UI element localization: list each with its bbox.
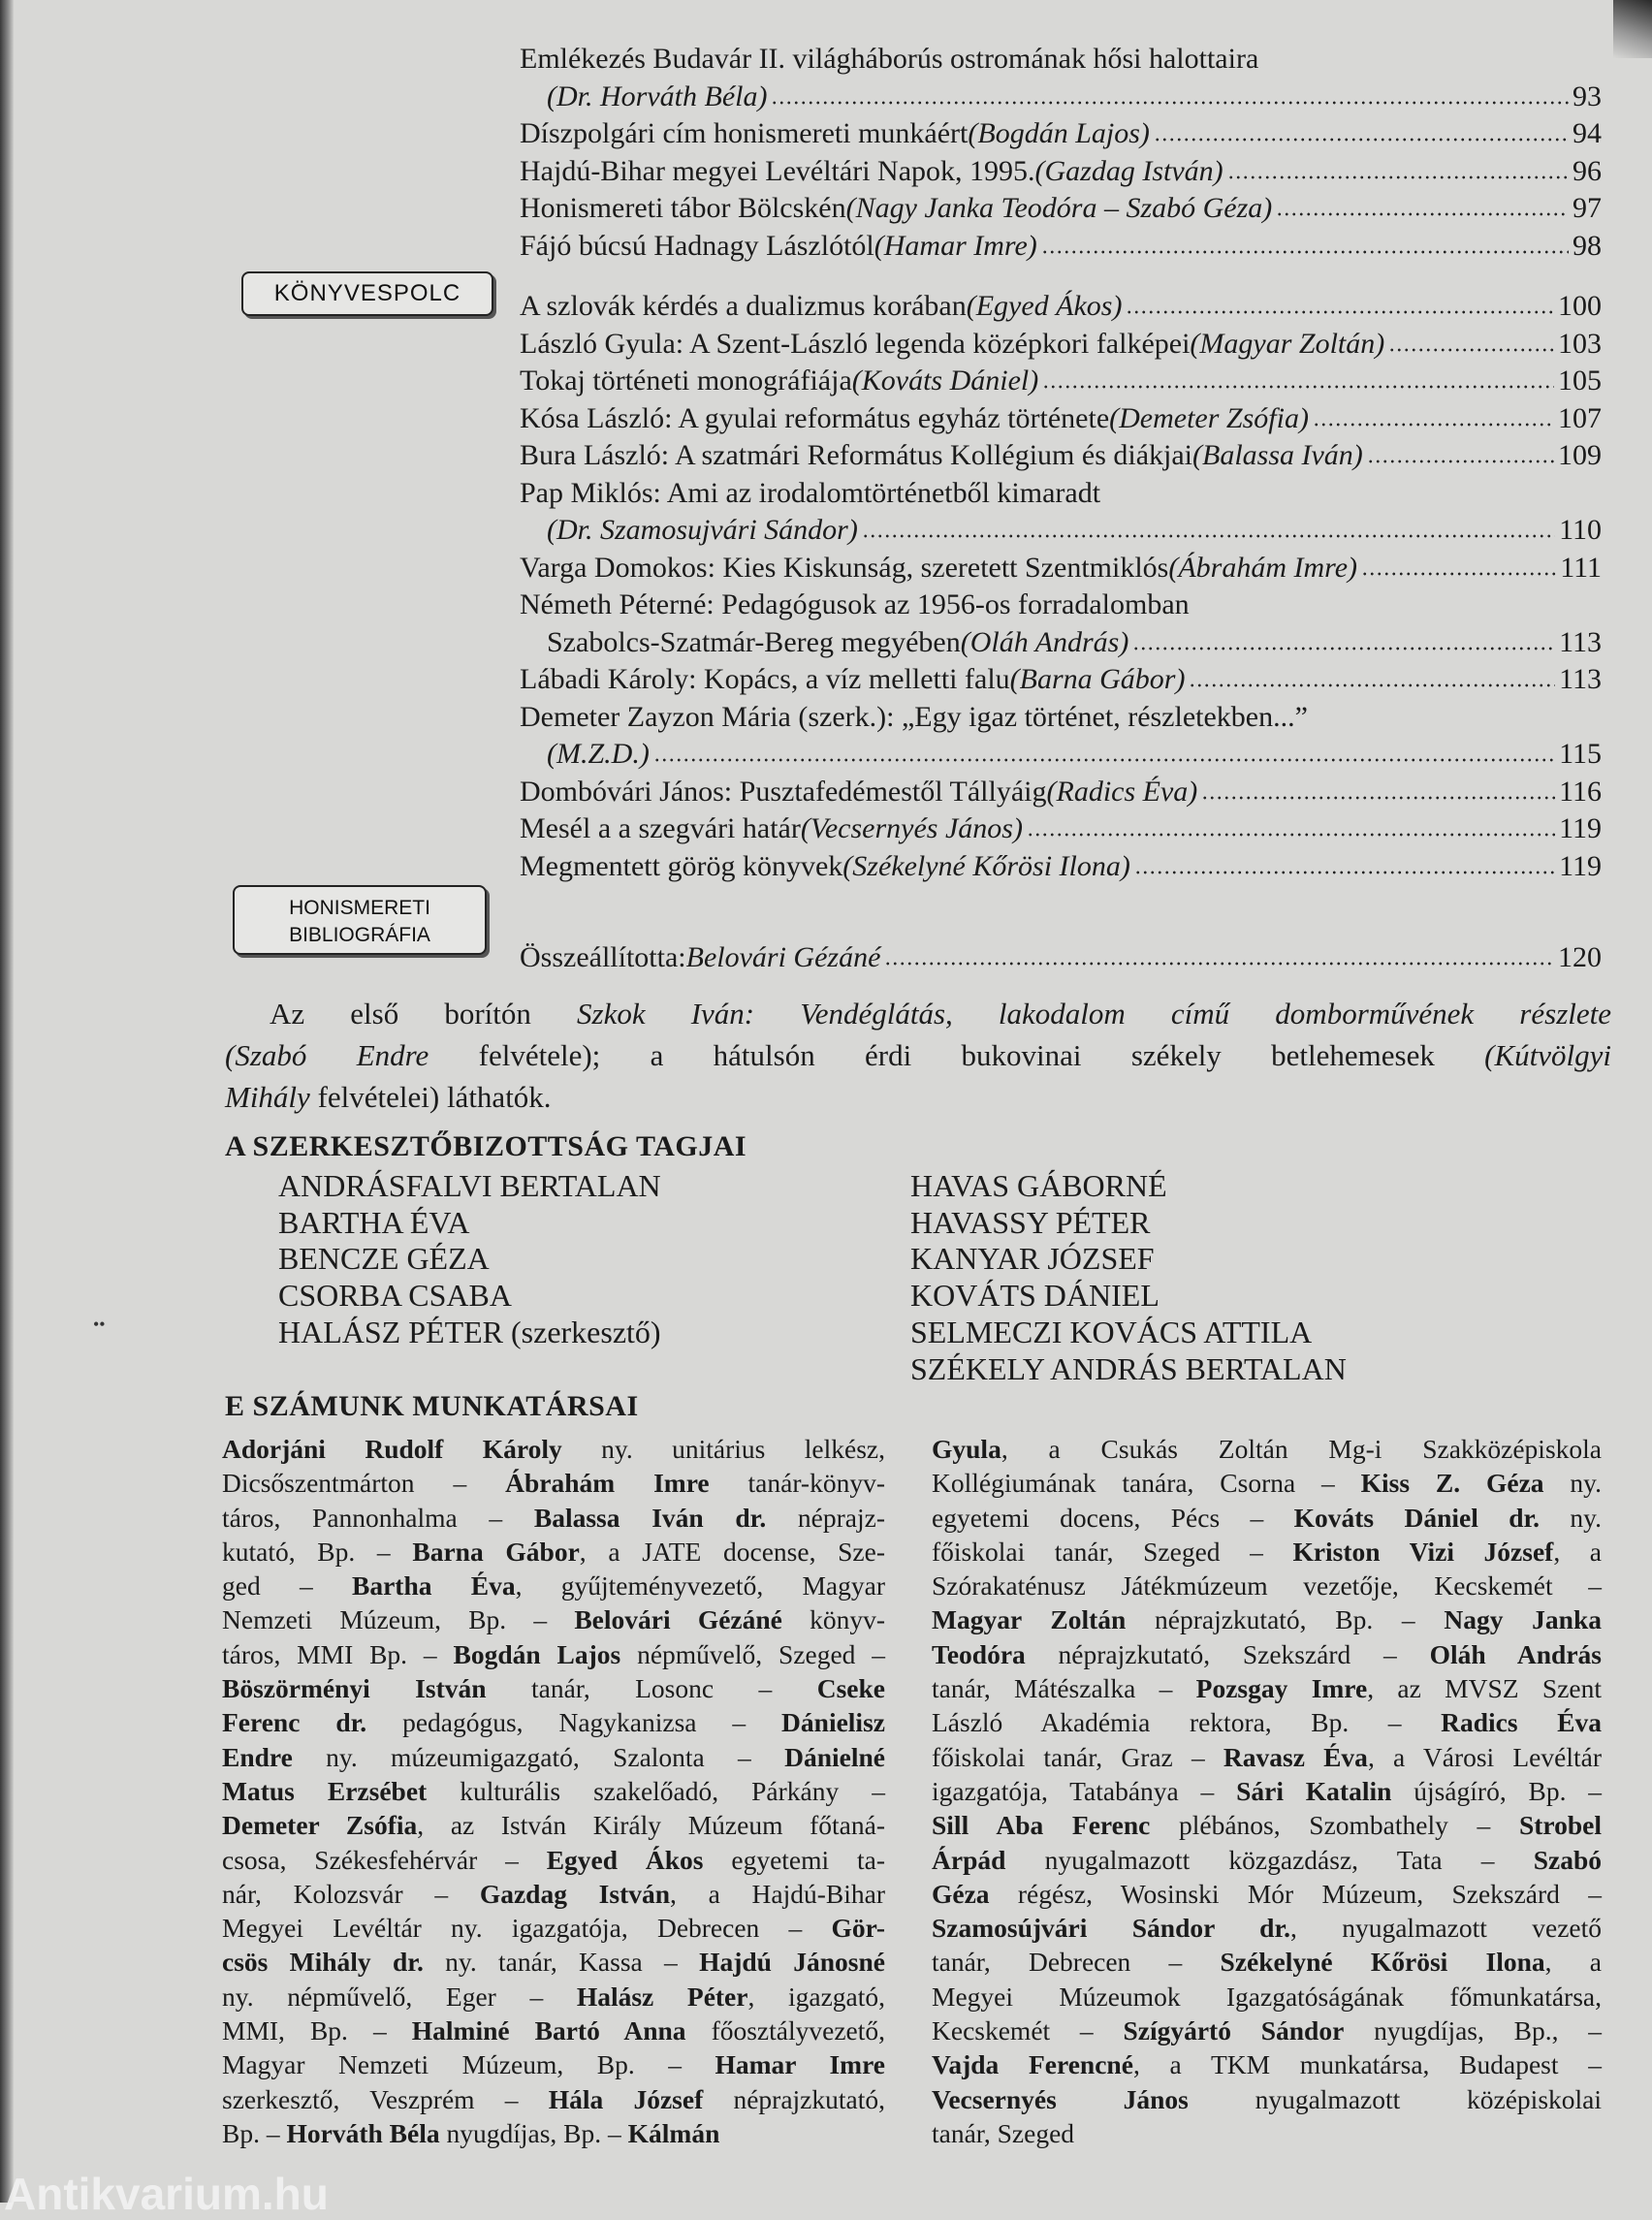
print-speck: •• xyxy=(93,1315,106,1334)
toc-entry-title: Mesél a a szegvári határ xyxy=(520,812,801,844)
toc-entry-page: 113 xyxy=(1559,663,1602,695)
contributor-line xyxy=(222,1466,885,1500)
contributor-description: táros, Pannonhalma – xyxy=(222,1502,534,1533)
italic-text: (Szabó Endre xyxy=(225,1038,429,1072)
table-of-contents xyxy=(520,41,1602,977)
contributor-description: kutató, Bp. – xyxy=(222,1536,413,1567)
toc-entry-author: (M.Z.D.) xyxy=(547,738,650,770)
page-binding-edge xyxy=(0,0,14,2203)
toc-entry[interactable] xyxy=(520,115,1602,153)
contributor-line xyxy=(932,1501,1602,1535)
contributor-line xyxy=(222,1432,885,1466)
toc-entry-page: 110 xyxy=(1559,514,1602,546)
contributor-line xyxy=(932,1911,1602,1945)
toc-entry-title: Demeter Zayzon Mária (szerk.): „Egy igaz történet, részletekben...” xyxy=(520,700,1308,733)
contributor-line xyxy=(222,1535,885,1569)
contributor-description: Szórakaténusz Játékmúzeum vezetője, Kecskemét – xyxy=(932,1570,1602,1602)
contributor-line xyxy=(222,1637,885,1671)
text: Az első borítón xyxy=(270,997,578,1031)
contributor-name: Dánielné xyxy=(784,1741,885,1772)
contributor-line xyxy=(222,2014,885,2047)
contributor-description: Bp. – xyxy=(222,2117,287,2148)
contributor-description: , a xyxy=(1544,1947,1602,1978)
toc-entry-page: 94 xyxy=(1573,117,1602,149)
contributor-description: MMI, Bp. – xyxy=(222,2015,412,2046)
contributor-description: Magyar Nemzeti Múzeum, Bp. – xyxy=(222,2049,715,2080)
toc-entry[interactable] xyxy=(520,190,1602,228)
board-member: SZÉKELY ANDRÁS BERTALAN xyxy=(910,1350,1347,1386)
toc-entry-page: 98 xyxy=(1573,229,1602,262)
board-member: HAVASSY PÉTER xyxy=(910,1204,1151,1240)
contributor-description: , nyugalmazott vezető xyxy=(1290,1913,1602,1944)
contributor-description: Dicsőszentmárton – xyxy=(222,1468,506,1499)
contributor-description: , a Hajdú-Bihar xyxy=(670,1878,885,1909)
contributor-name: Árpád xyxy=(932,1844,1006,1875)
contributor-name: Kiss Z. Géza xyxy=(1360,1468,1544,1499)
toc-entry-page: 111 xyxy=(1560,551,1602,584)
contributor-description: nyugalmazott középiskolai xyxy=(1188,2083,1603,2114)
dot-leader xyxy=(1189,682,1555,688)
toc-entry-title: Tokaj történeti monográfiája xyxy=(520,365,852,396)
contributor-name: Sill Aba Ferenc xyxy=(932,1810,1151,1841)
contributor-description: tanár, Szeged xyxy=(932,2117,1075,2148)
contributor-description: főosztályvezető, xyxy=(685,2015,885,2046)
contributor-name: Ferenc dr. xyxy=(222,1707,367,1738)
contributor-description: ny. unitárius lelkész, xyxy=(561,1434,885,1464)
toc-entry-title: Fájó búcsú Hadnagy Lászlótól xyxy=(520,229,874,262)
contributor-line xyxy=(222,1705,885,1739)
contributor-name: Ravasz Éva xyxy=(1223,1741,1368,1772)
contributor-line xyxy=(222,1980,885,2014)
contributor-description: táros, MMI Bp. – xyxy=(222,1638,454,1669)
contributor-description: plébános, Szombathely – xyxy=(1150,1810,1519,1841)
contributor-description: néprajzkutató, xyxy=(703,2083,885,2114)
watermark: Antikvarium.hu xyxy=(4,2169,329,2219)
toc-entry-page: 97 xyxy=(1573,192,1602,224)
contributor-description: ny. xyxy=(1543,1468,1602,1499)
contributor-line xyxy=(932,1945,1602,1979)
contributor-description: ny. népművelő, Eger – xyxy=(222,1981,577,2012)
contributor-name: Belovári Gézáné xyxy=(574,1604,782,1635)
contributor-name: Nagy Janka xyxy=(1444,1604,1603,1635)
contributor-line xyxy=(932,2116,1602,2150)
contributor-description: újságíró, Bp. – xyxy=(1391,1775,1602,1806)
contributor-line xyxy=(932,1980,1602,2014)
contributor-description: igazgatója, Tatabánya – xyxy=(932,1775,1237,1806)
toc-entry-title: Hajdú-Bihar megyei Levéltári Napok, 1995. xyxy=(520,154,1035,187)
contributor-line xyxy=(932,1877,1602,1911)
toc-entry[interactable] xyxy=(520,512,1602,550)
contributors-column-right xyxy=(932,1432,1602,2150)
contributor-name: Gör- xyxy=(831,1913,885,1944)
contributors-heading: E SZÁMUNK MUNKATÁRSAI xyxy=(225,1390,639,1422)
contributor-description: népművelő, Szeged – xyxy=(620,1638,885,1669)
contributor-name: Demeter Zsófia xyxy=(222,1810,418,1841)
toc-entry-title: Díszpolgári cím honismereti munkáért xyxy=(520,117,969,149)
contributor-line xyxy=(932,2047,1602,2081)
contributor-description: néprajz- xyxy=(766,1502,886,1533)
contributor-name: Matus Erzsébet xyxy=(222,1775,428,1806)
board-member: SELMECZI KOVÁCS ATTILA xyxy=(910,1314,1313,1349)
text: felvétele); a hátulsón érdi bukovinai székely betlehemesek xyxy=(429,1038,1485,1072)
italic-text: Mihály xyxy=(225,1080,310,1114)
contributor-line xyxy=(222,1740,885,1774)
contributor-line xyxy=(932,1740,1602,1774)
dot-leader xyxy=(1027,832,1555,838)
contributor-name: Cseke xyxy=(816,1673,885,1704)
toc-entry[interactable] xyxy=(520,363,1602,400)
contributor-name: Oláh András xyxy=(1429,1638,1602,1669)
contributor-name: Sári Katalin xyxy=(1236,1775,1392,1806)
dot-leader xyxy=(1276,211,1569,217)
toc-entry[interactable] xyxy=(520,228,1602,266)
contributor-name: Barna Gábor xyxy=(412,1536,580,1567)
contributor-description: , a xyxy=(1553,1536,1602,1567)
board-member: CSORBA CSABA xyxy=(278,1278,512,1314)
toc-entry-author: (Nagy Janka Teodóra – Szabó Géza) xyxy=(845,192,1273,224)
toc-entry-title: Honismereti tábor Bölcskén xyxy=(520,192,846,224)
contributor-name: Hála József xyxy=(548,2083,704,2114)
toc-entry-page: 109 xyxy=(1558,439,1602,471)
dot-leader xyxy=(771,100,1569,106)
contributor-description: , az MVSZ Szent xyxy=(1367,1673,1602,1704)
contributor-description: , az István Király Múzeum főtaná- xyxy=(417,1810,885,1841)
section-label-text: HONISMERETI xyxy=(289,897,430,919)
contributor-description: László Akadémia rektora, Bp. – xyxy=(932,1707,1442,1738)
italic-text: Szkok Iván: Vendéglátás, lakodalom című domborművének részlete xyxy=(577,997,1612,1031)
contributor-description: , gyűjteményvezető, Magyar xyxy=(515,1570,885,1602)
contributor-description: néprajzkutató, Bp. – xyxy=(1126,1604,1445,1635)
toc-entry-author: (Barna Gábor) xyxy=(1009,663,1186,695)
contributor-line xyxy=(222,1602,885,1636)
contributor-description: főiskolai tanár, Graz – xyxy=(932,1741,1223,1772)
contributor-name: Halász Péter xyxy=(576,1981,748,2012)
dot-leader xyxy=(1201,795,1555,801)
contributor-line xyxy=(932,2014,1602,2047)
toc-entry-title: Dombóvári János: Pusztafedémestől Tállyáig xyxy=(520,775,1047,808)
contributor-description: ny. tanár, Kassa – xyxy=(423,1947,700,1978)
contributor-description: kulturális szakelőadó, Párkány – xyxy=(427,1775,885,1806)
contributor-description: , a Városi Levéltár xyxy=(1367,1741,1602,1772)
contributor-line xyxy=(932,1432,1602,1466)
contributor-description: nár, Kolozsvár – xyxy=(222,1878,480,1909)
contributor-description: könyv- xyxy=(781,1604,885,1635)
contributor-name: Endre xyxy=(222,1741,293,1772)
contributor-name: Bartha Éva xyxy=(351,1570,516,1602)
contributor-name: Kováts Dániel dr. xyxy=(1293,1502,1541,1533)
toc-entry-page: 96 xyxy=(1573,154,1602,187)
contributor-description: főiskolai tanár, Szeged – xyxy=(932,1536,1293,1567)
toc-entry[interactable] xyxy=(520,41,1602,79)
contributor-description: , igazgató, xyxy=(747,1981,885,2012)
contributor-description: nyugalmazott közgazdász, Tata – xyxy=(1005,1844,1534,1875)
contributor-description: Megyei Levéltár ny. igazgatója, Debrecen – xyxy=(222,1913,832,1944)
toc-entry[interactable] xyxy=(520,810,1602,848)
contributor-description: , a Csukás Zoltán Mg-i Szakközépiskola xyxy=(1001,1434,1602,1464)
contributor-description: egyetemi ta- xyxy=(703,1844,886,1875)
contributor-line xyxy=(932,1602,1602,1636)
toc-entry[interactable] xyxy=(520,661,1602,699)
contributor-line xyxy=(222,1774,885,1808)
toc-entry-author: (Dr. Szamosujvári Sándor) xyxy=(547,514,858,546)
contributor-description: Nemzeti Múzeum, Bp. – xyxy=(222,1604,575,1635)
toc-entry[interactable] xyxy=(520,774,1602,811)
toc-entry-page: 116 xyxy=(1559,775,1602,808)
toc-entry-page: 115 xyxy=(1559,738,1602,770)
toc-entry-title: Lábadi Károly: Kopács, a víz melletti falu xyxy=(520,663,1010,695)
toc-entry[interactable] xyxy=(520,475,1602,513)
toc-entry-author: (Egyed Ákos) xyxy=(966,290,1123,322)
contributor-name: Pozsgay Imre xyxy=(1195,1673,1368,1704)
toc-entry-author: (Demeter Zsófia) xyxy=(1109,401,1309,434)
toc-entry-author: (Magyar Zoltán) xyxy=(1190,327,1385,360)
dot-leader xyxy=(1313,422,1554,428)
italic-text: (Kútvölgyi xyxy=(1484,1038,1612,1072)
contributor-description: Megyei Múzeumok Igazgatóságának főmunkatársa, xyxy=(932,1981,1602,2012)
contributor-line xyxy=(222,1945,885,1979)
paragraph-line xyxy=(225,993,1611,1034)
contributor-description: tanár, Mátészalka – xyxy=(932,1673,1196,1704)
contributor-name: Adorjáni Rudolf Károly xyxy=(222,1434,562,1464)
toc-entry[interactable] xyxy=(520,699,1602,737)
toc-entry-title: A szlovák kérdés a dualizmus korában xyxy=(520,290,967,322)
dot-leader xyxy=(1367,459,1554,464)
toc-entry-author: (Bogdán Lajos) xyxy=(968,117,1150,149)
contributor-name: Gazdag István xyxy=(479,1878,671,1909)
dot-leader xyxy=(1126,309,1554,315)
contributor-description: nyugdíjas, Bp. – xyxy=(439,2117,628,2148)
toc-entry-author: (Gazdag István) xyxy=(1034,154,1223,187)
toc-entry-author: (Radics Éva) xyxy=(1046,775,1198,808)
toc-entry[interactable] xyxy=(520,939,1602,977)
contributor-name: Hamar Imre xyxy=(715,2049,885,2080)
toc-entry-page: 119 xyxy=(1559,812,1602,844)
contributor-name: Magyar Zoltán xyxy=(932,1604,1127,1635)
contributor-name: Vajda Ferencné xyxy=(932,2049,1133,2080)
contributor-line xyxy=(932,1808,1602,1842)
board-member: BENCZE GÉZA xyxy=(278,1241,490,1277)
contributor-name: Hajdú Jánosné xyxy=(699,1947,886,1978)
toc-entry-author: (Oláh András) xyxy=(960,625,1129,658)
toc-entry-author: (Dr. Horváth Béla) xyxy=(547,79,768,112)
contributor-description: Kecskemét – xyxy=(932,2015,1124,2046)
toc-entry-page: 113 xyxy=(1559,625,1602,658)
dot-leader xyxy=(653,757,1555,763)
toc-entry[interactable] xyxy=(520,624,1602,662)
section-label-text: BIBLIOGRÁFIA xyxy=(289,924,430,946)
contributor-line xyxy=(222,2082,885,2116)
dot-leader xyxy=(1361,571,1556,577)
contributor-line xyxy=(222,1808,885,1842)
contributor-line xyxy=(222,2047,885,2081)
cover-note-paragraph xyxy=(225,993,1611,1118)
toc-entry-title: Bura László: A szatmári Református Kollégium és diákjai xyxy=(520,439,1192,471)
editorial-board-heading: A SZERKESZTŐBIZOTTSÁG TAGJAI xyxy=(225,1130,747,1162)
section-label-bookshelf xyxy=(241,271,493,316)
dot-leader xyxy=(1134,870,1555,875)
contributor-description: tanár, Losonc – xyxy=(486,1673,817,1704)
toc-entry[interactable] xyxy=(520,587,1602,624)
contributor-name: Strobel xyxy=(1518,1810,1602,1841)
contributor-line xyxy=(932,1535,1602,1569)
contributor-line xyxy=(932,1637,1602,1671)
contributor-line xyxy=(222,1877,885,1911)
contributor-line xyxy=(932,2082,1602,2116)
toc-entry[interactable] xyxy=(520,326,1602,364)
contributor-line xyxy=(932,1705,1602,1739)
contributor-name: Ábrahám Imre xyxy=(505,1468,710,1499)
dot-leader xyxy=(1132,646,1555,651)
dot-leader xyxy=(1042,384,1554,390)
contributor-description: nyugdíjas, Bp., – xyxy=(1344,2015,1603,2046)
contributor-name: Horváth Béla xyxy=(286,2117,440,2148)
toc-entry-page: 105 xyxy=(1558,365,1602,396)
toc-entry-title: Megmentett görög könyvek xyxy=(520,849,843,882)
contributor-description: tanár, Debrecen – xyxy=(932,1947,1221,1978)
board-member: ANDRÁSFALVI BERTALAN xyxy=(278,1168,661,1203)
paragraph-line xyxy=(225,1034,1611,1076)
board-members-left xyxy=(278,1168,661,1351)
contributor-description: ny. múzeumigazgató, Szalonta – xyxy=(292,1741,785,1772)
contributor-line xyxy=(932,1774,1602,1808)
text: felvételei) láthatók. xyxy=(309,1080,552,1114)
toc-entry[interactable] xyxy=(520,848,1602,886)
board-member: HAVAS GÁBORNÉ xyxy=(910,1168,1167,1203)
page-corner-shadow xyxy=(1613,0,1652,58)
contributor-name: Egyed Ákos xyxy=(546,1844,704,1875)
toc-entry-page: 103 xyxy=(1558,327,1602,360)
toc-entry-title: László Gyula: A Szent-László legenda középkori falképei xyxy=(520,327,1191,360)
contributor-description: csosa, Székesfehérvár – xyxy=(222,1844,547,1875)
toc-entry-page: 93 xyxy=(1573,79,1602,112)
contributor-name: Bogdán Lajos xyxy=(453,1638,621,1669)
toc-entry-title: Kósa László: A gyulai református egyház története xyxy=(520,401,1110,434)
contributor-name: Teodóra xyxy=(932,1638,1026,1669)
board-member: HALÁSZ PÉTER (szerkesztő) xyxy=(278,1314,661,1349)
contributor-name: Dánielisz xyxy=(781,1707,885,1738)
contributor-line xyxy=(222,1569,885,1602)
toc-entry-author: (Kováts Dániel) xyxy=(851,365,1039,396)
contributor-description: régész, Wosinski Mór Múzeum, Szekszárd – xyxy=(989,1878,1602,1909)
toc-entry[interactable] xyxy=(520,550,1602,587)
board-member: BARTHA ÉVA xyxy=(278,1204,470,1240)
contributor-description: ny. xyxy=(1540,1502,1603,1533)
toc-entry-author: (Székelyné Kőrösi Ilona) xyxy=(842,849,1130,882)
section-label-bibliography xyxy=(233,885,487,955)
toc-entry-title: Varga Domokos: Kies Kiskunság, szeretett Szentmiklós xyxy=(520,551,1169,584)
toc-entry[interactable] xyxy=(520,288,1602,326)
board-member: KANYAR JÓZSEF xyxy=(910,1241,1155,1277)
contributor-description: pedagógus, Nagykanizsa – xyxy=(366,1707,782,1738)
contributor-line xyxy=(222,2116,885,2150)
contributor-line xyxy=(932,1843,1602,1877)
toc-entry-author: (Ábrahám Imre) xyxy=(1168,551,1358,584)
contributor-description: , a JATE docense, Sze- xyxy=(579,1536,886,1567)
dot-leader xyxy=(884,961,1554,967)
contributor-name: Székelyné Kőrösi Ilona xyxy=(1220,1947,1545,1978)
dot-leader xyxy=(1041,249,1569,255)
toc-entry-page: 119 xyxy=(1559,849,1602,882)
contributor-description: ged – xyxy=(222,1570,352,1602)
contributor-line xyxy=(222,1671,885,1705)
contributor-name: Géza xyxy=(932,1878,990,1909)
toc-entry-page: 100 xyxy=(1558,290,1602,322)
board-members-right xyxy=(910,1168,1347,1387)
toc-entry-title: Pap Miklós: Ami az irodalomtörténetből kimaradt xyxy=(520,476,1101,509)
contributor-line xyxy=(932,1569,1602,1602)
dot-leader xyxy=(1154,137,1569,143)
contributor-name: Böszörményi István xyxy=(222,1673,487,1704)
toc-entry-title: Összeállította: xyxy=(520,941,686,973)
toc-entry-author: (Balassa Iván) xyxy=(1192,439,1363,471)
contributors-column-left xyxy=(222,1432,885,2150)
contributor-description: tanár-könyv- xyxy=(709,1468,886,1499)
toc-entry[interactable] xyxy=(520,79,1602,116)
contributor-name: Szígyártó Sándor xyxy=(1123,2015,1345,2046)
contributor-name: csös Mihály dr. xyxy=(222,1947,424,1978)
contributor-name: Radics Éva xyxy=(1441,1707,1602,1738)
toc-entry[interactable] xyxy=(520,400,1602,438)
toc-entry-title: Németh Péterné: Pedagógusok az 1956-os forradalomban xyxy=(520,588,1190,620)
contributor-name: Vecsernyés János xyxy=(932,2083,1189,2114)
contributor-line xyxy=(222,1501,885,1535)
toc-entry-title: Emlékezés Budavár II. világháborús ostromának hősi halottaira xyxy=(520,43,1259,75)
toc-entry-title: Szabolcs-Szatmár-Bereg megyében xyxy=(547,625,961,658)
toc-entry[interactable] xyxy=(520,437,1602,475)
contributor-description: , a TKM munkatársa, Budapest – xyxy=(1132,2049,1602,2080)
section-label-text: KÖNYVESPOLC xyxy=(273,280,461,306)
contributor-line xyxy=(222,1843,885,1877)
dot-leader xyxy=(1227,174,1569,180)
contributor-line xyxy=(222,1911,885,1945)
toc-entry-page: 107 xyxy=(1558,401,1602,434)
toc-entry[interactable] xyxy=(520,153,1602,191)
toc-entry-page: 120 xyxy=(1558,941,1602,973)
toc-entry[interactable] xyxy=(520,736,1602,774)
contributor-name: Halminé Bartó Anna xyxy=(411,2015,686,2046)
toc-entry-author: (Vecsernyés János) xyxy=(800,812,1023,844)
contributor-line xyxy=(932,1671,1602,1705)
dot-leader xyxy=(862,533,1555,539)
contributor-name: Gyula xyxy=(932,1434,1001,1464)
board-member: KOVÁTS DÁNIEL xyxy=(910,1278,1160,1314)
contributor-name: Kriston Vizi József xyxy=(1292,1536,1554,1567)
toc-entry-author: Belovári Gézáné xyxy=(685,941,881,973)
contributor-description: Kollégiumának tanára, Csorna – xyxy=(932,1468,1361,1499)
contributor-name: Balassa Iván dr. xyxy=(533,1502,767,1533)
contributor-description: egyetemi docens, Pécs – xyxy=(932,1502,1294,1533)
dot-leader xyxy=(1388,347,1554,353)
toc-entry-author: (Hamar Imre) xyxy=(874,229,1037,262)
contributor-description: néprajzkutató, Szekszárd – xyxy=(1025,1638,1430,1669)
contributor-name: Szamosújvári Sándor dr. xyxy=(932,1913,1291,1944)
contributor-name: Szabó xyxy=(1533,1844,1602,1875)
paragraph-line xyxy=(225,1076,1611,1118)
contributor-name: Kálmán xyxy=(627,2117,720,2148)
contributor-description: szerkesztő, Veszprém – xyxy=(222,2083,549,2114)
contributor-line xyxy=(932,1466,1602,1500)
